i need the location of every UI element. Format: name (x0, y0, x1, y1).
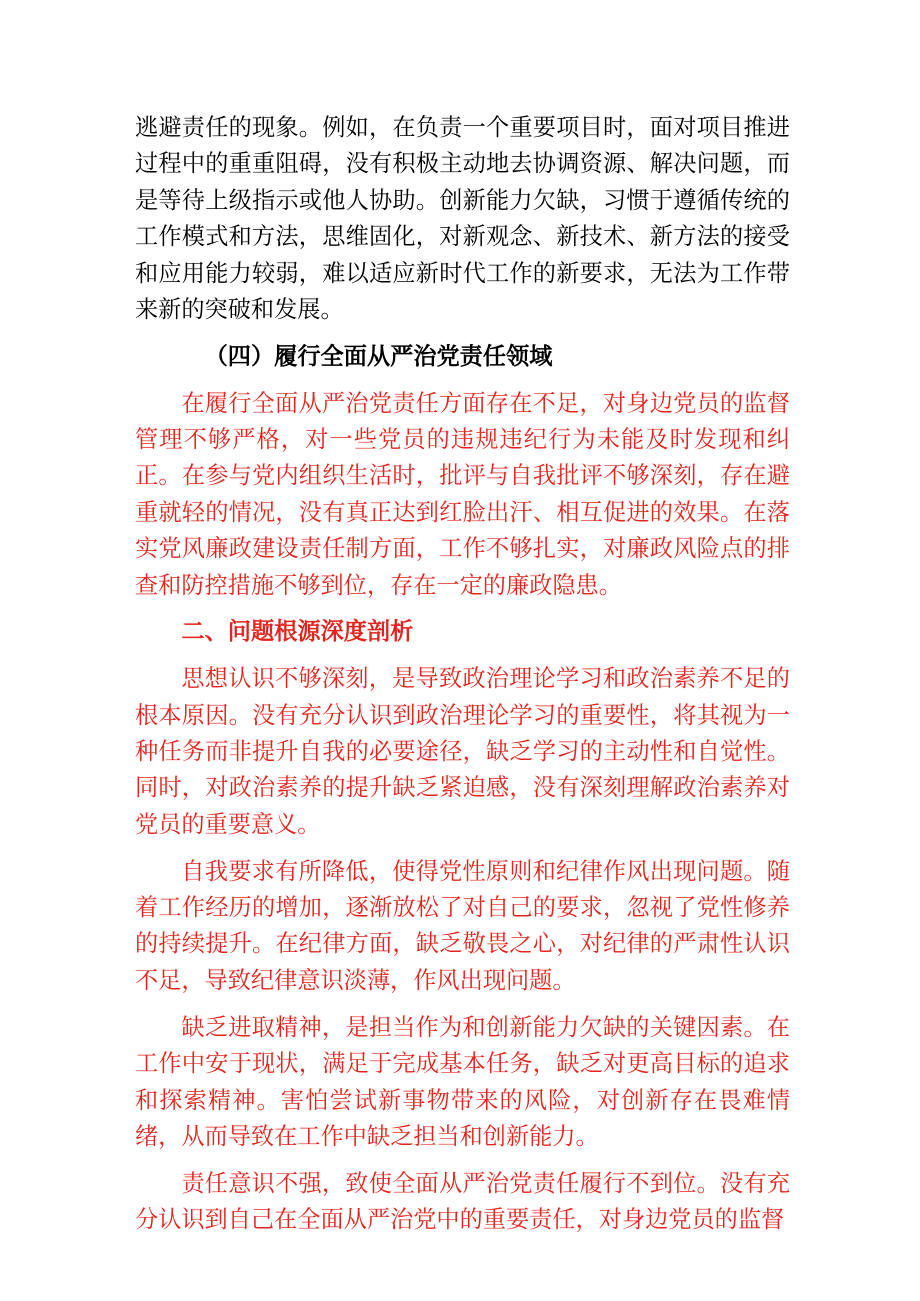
paragraph-responsibility-awareness: 责任意识不强，致使全面从严治党责任履行不到位。没有充分认识到自己在全面从严治党中的重要责任，对身边党员的监督 (135, 1169, 790, 1234)
paragraph-enterprising-spirit: 缺乏进取精神，是担当作为和创新能力欠缺的关键因素。在工作中安于现状，满足于完成基本任务，缺乏对更高目标的追求和探索精神。害怕尝试新事物带来的风险，对创新存在畏难情绪，从而导致在工作中缺乏担当和创新能力。 (135, 1013, 790, 1150)
paragraph-continued: 逃避责任的现象。例如，在负责一个重要项目时，面对项目推进过程中的重重阻碍，没有积极主动地去协调资源、解决问题，而是等待上级指示或他人协助。创新能力欠缺，习惯于遵循传统的工作模式和方法，思维固化，对新观念、新技术、新方法的接受和应用能力较弱，难以适应新时代工作的新要求，无法为工作带来新的突破和发展。 (135, 114, 790, 324)
paragraph-ideology-root: 思想认识不够深刻，是导致政治理论学习和政治素养不足的根本原因。没有充分认识到政治理论学习的重要性，将其视为一种任务而非提升自我的必要途径，缺乏学习的主动性和自觉性。同时，对政治素养的提升缺乏紧迫感，没有深刻理解政治素养对党员的重要意义。 (135, 665, 790, 838)
paragraph-party-responsibility: 在履行全面从严治党责任方面存在不足，对身边党员的监督管理不够严格，对一些党员的违规违纪行为未能及时发现和纠正。在参与党内组织生活时，批评与自我批评不够深刻，存在避重就轻的情况，没有真正达到红脸出汗、相互促进的效果。在落实党风廉政建设责任制方面，工作不够扎实，对廉政风险点的排查和防控措施不够到位，存在一定的廉政隐患。 (135, 389, 790, 599)
document-page (135, 110, 790, 1249)
paragraph-self-requirement: 自我要求有所降低，使得党性原则和纪律作风出现问题。随着工作经历的增加，逐渐放松了对自己的要求，忽视了党性修养的持续提升。在纪律方面，缺乏敬畏之心，对纪律的严肃性认识不足，导致纪律意识淡薄，作风出现问题。 (135, 857, 790, 994)
section-heading-2: 二、问题根源深度剖析 (181, 618, 414, 646)
section-heading-4: （四）履行全面从严治党责任领域 (204, 342, 553, 370)
